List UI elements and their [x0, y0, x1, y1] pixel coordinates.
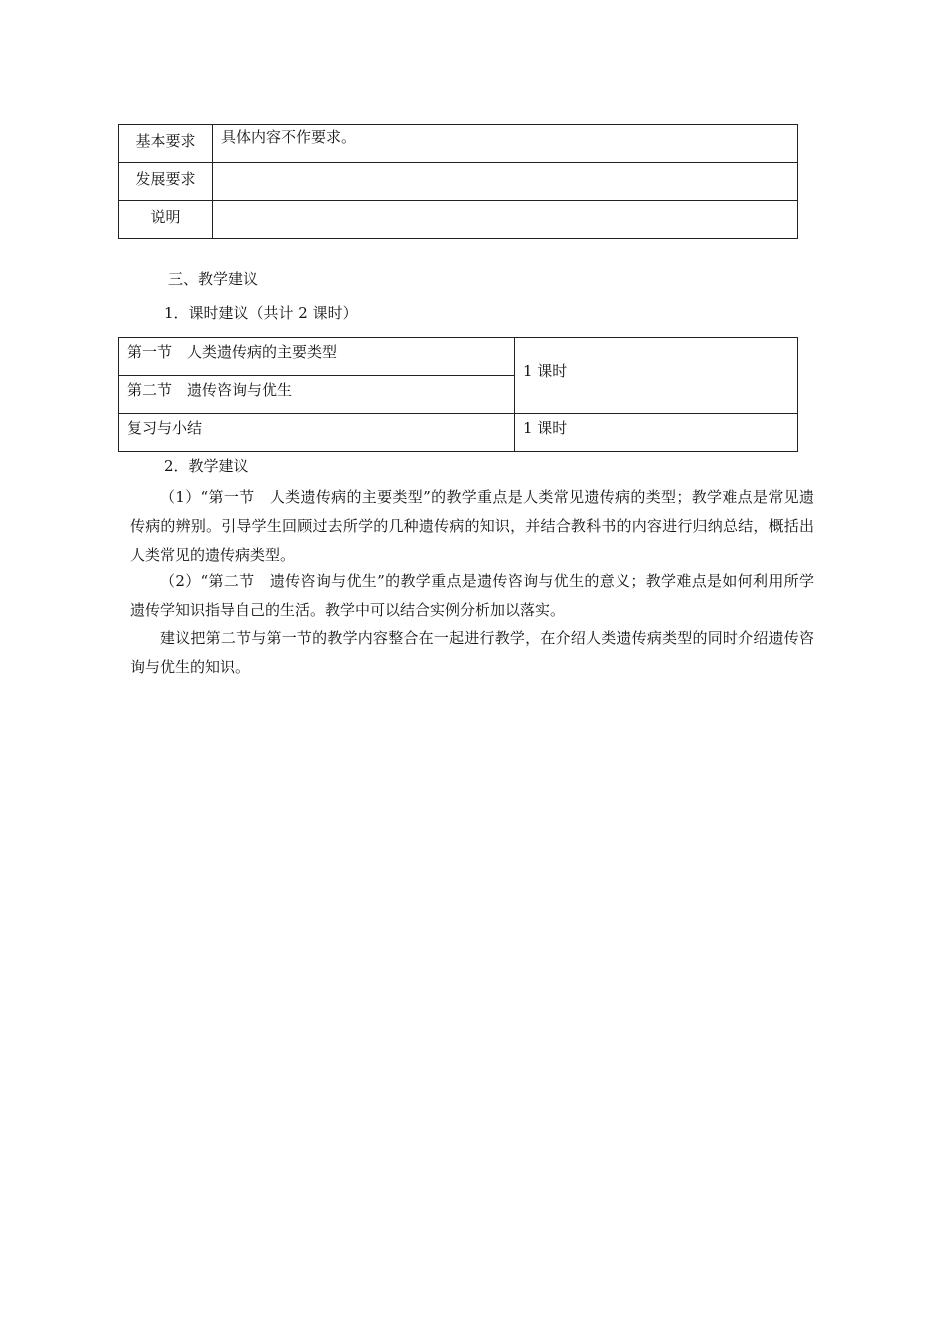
notes-content: [213, 201, 798, 239]
notes-label: 说明: [119, 201, 213, 239]
table-row: [119, 338, 798, 376]
review-cell: 复习与小结: [119, 414, 515, 452]
paragraph-integration: 建议把第二节与第一节的教学内容整合在一起进行教学，在介绍人类遗传病类型的同时介绍遗传咨询与优生的知识。: [130, 629, 814, 676]
paragraph-section-two: （2）“第二节 遗传咨询与优生”的教学重点是遗传咨询与优生的意义；教学难点是如何利用所学遗传学知识指导自己的生活。教学中可以结合实例分析加以落实。: [130, 572, 814, 619]
basic-requirement-label: 基本要求: [119, 125, 213, 163]
development-requirement-content: [213, 163, 798, 201]
review-hours-cell: 1 课时: [515, 414, 798, 452]
table-row: [119, 201, 798, 239]
basic-requirement-content: 具体内容不作要求。: [213, 125, 798, 163]
merged-hours-cell: 1 课时: [515, 338, 798, 414]
subsection-heading-suggestions: 2．教学建议: [164, 457, 249, 475]
paragraph-section-one: （1）“第一节 人类遗传病的主要类型”的教学重点是人类常见遗传病的类型；教学难点是常见遗传病的辨别。引导学生回顾过去所学的几种遗传病的知识，并结合教科书的内容进行归纳总结，概括出人类常见的遗传病类型。: [130, 488, 814, 564]
class-hours-table: [118, 337, 798, 452]
table-row: [119, 414, 798, 452]
section-one-cell: 第一节 人类遗传病的主要类型: [119, 338, 515, 376]
section-two-cell: 第二节 遗传咨询与优生: [119, 376, 515, 414]
development-requirement-label: 发展要求: [119, 163, 213, 201]
section-heading: 三、教学建议: [168, 270, 259, 288]
table-row: [119, 125, 798, 163]
requirements-table: [118, 124, 798, 239]
table-row: [119, 163, 798, 201]
subsection-heading-hours: 1．课时建议（共计 2 课时）: [164, 304, 358, 322]
